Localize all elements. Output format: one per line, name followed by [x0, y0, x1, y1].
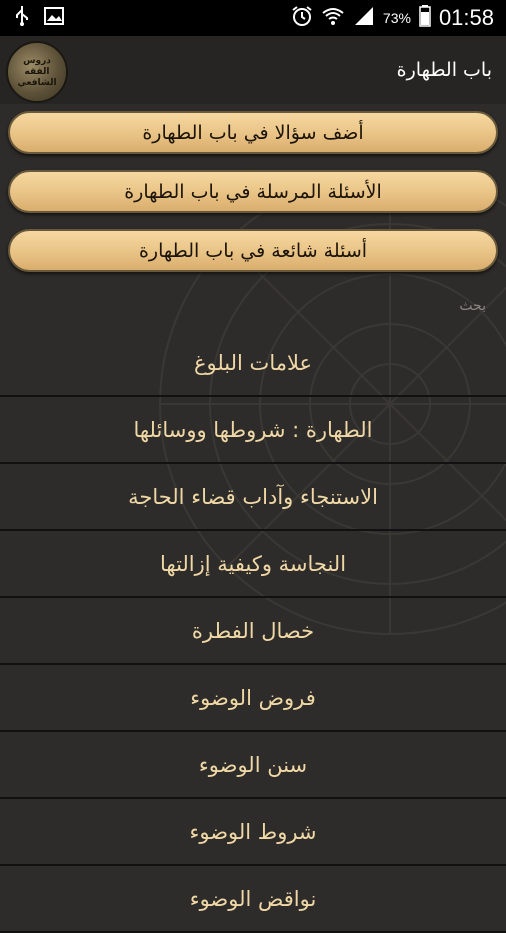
logo-text: دروس الفقه الشافعي — [17, 55, 57, 88]
list-item[interactable]: نواقض الوضوء — [0, 866, 506, 933]
status-time: 01:58 — [438, 5, 494, 30]
list-item[interactable]: علامات البلوغ — [0, 330, 506, 397]
list-item[interactable]: خصال الفطرة — [0, 598, 506, 665]
alarm-icon — [291, 5, 313, 32]
faq-button[interactable]: أسئلة شائعة في باب الطهارة — [8, 229, 498, 272]
status-bar — [0, 0, 506, 36]
image-icon — [44, 7, 64, 30]
search-input[interactable] — [8, 290, 498, 322]
page-title: باب الطهارة — [396, 59, 492, 81]
list-item[interactable]: شروط الوضوء — [0, 799, 506, 866]
list-item[interactable]: الطهارة : شروطها ووسائلها — [0, 397, 506, 464]
battery-icon — [419, 5, 431, 32]
signal-icon — [353, 6, 375, 31]
list-item[interactable]: الاستنجاء وآداب قضاء الحاجة — [0, 464, 506, 531]
topics-list — [0, 330, 506, 933]
usb-icon — [14, 5, 30, 32]
sent-questions-button[interactable]: الأسئلة المرسلة في باب الطهارة — [8, 170, 498, 213]
wifi-icon — [321, 6, 345, 31]
list-item[interactable]: النجاسة وكيفية إزالتها — [0, 531, 506, 598]
list-item[interactable]: سنن الوضوء — [0, 732, 506, 799]
app-logo[interactable] — [6, 41, 68, 103]
add-question-button[interactable]: أضف سؤالا في باب الطهارة — [8, 111, 498, 154]
app-bar — [0, 36, 506, 104]
list-item[interactable]: فروض الوضوء — [0, 665, 506, 732]
battery-percent: 73% — [382, 10, 411, 26]
